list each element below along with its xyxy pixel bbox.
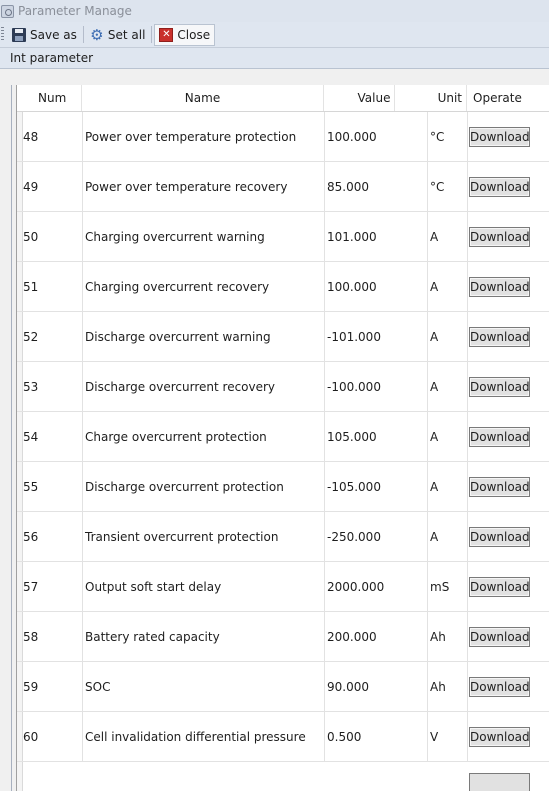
cell-name: Charging overcurrent warning: [82, 212, 324, 261]
cell-name: Discharge overcurrent warning: [82, 312, 324, 361]
cell-num: 53: [23, 379, 39, 394]
download-button[interactable]: Download: [469, 377, 530, 397]
cell-value[interactable]: -250.000: [324, 512, 427, 561]
app-icon: [1, 5, 14, 18]
table-row[interactable]: [17, 462, 549, 512]
table-row[interactable]: [17, 512, 549, 562]
cell-operate: [467, 262, 549, 311]
close-button[interactable]: [154, 24, 215, 46]
cell-num: 51: [23, 279, 39, 294]
cell-num: 60: [23, 729, 39, 744]
cell-name: Battery rated capacity: [82, 612, 324, 661]
section-title: Int parameter: [10, 51, 94, 65]
table-row[interactable]: [17, 562, 549, 612]
download-button-partial[interactable]: [469, 773, 530, 791]
cell-value[interactable]: -105.000: [324, 462, 427, 511]
download-button[interactable]: Download: [469, 427, 530, 447]
cell-operate: [467, 662, 549, 711]
cell-operate: [467, 462, 549, 511]
cell-value[interactable]: 90.000: [324, 662, 427, 711]
cell-name: Power over temperature protection: [82, 112, 324, 161]
download-button[interactable]: Download: [469, 277, 530, 297]
download-button[interactable]: Download: [469, 327, 530, 347]
column-header-unit[interactable]: Unit: [395, 85, 467, 111]
toolbar-separator: [83, 26, 84, 43]
download-button[interactable]: Download: [469, 177, 530, 197]
cell-name: SOC: [82, 662, 324, 711]
table-row[interactable]: [17, 612, 549, 662]
cell-operate: [467, 362, 549, 411]
cell-name: Transient overcurrent protection: [82, 512, 324, 561]
set-all-button[interactable]: [86, 24, 150, 46]
cell-value[interactable]: 0.500: [324, 712, 427, 761]
title-bar: [0, 0, 549, 22]
cell-name: Charge overcurrent protection: [82, 412, 324, 461]
cell-unit: Ah: [427, 612, 467, 661]
cell-unit: mS: [427, 562, 467, 611]
cell-operate: [467, 562, 549, 611]
cell-value[interactable]: 101.000: [324, 212, 427, 261]
cell-num: 50: [23, 229, 39, 244]
save-icon: [12, 28, 26, 42]
cell-operate: [467, 612, 549, 661]
download-button[interactable]: Download: [469, 627, 530, 647]
cell-unit: °C: [427, 162, 467, 211]
download-button[interactable]: Download: [469, 477, 530, 497]
cell-operate: [467, 512, 549, 561]
toolbar-separator: [151, 26, 152, 43]
cell-num: 52: [23, 329, 39, 344]
cell-name: Cell invalidation differential pressure: [82, 712, 324, 761]
cell-value[interactable]: 200.000: [324, 612, 427, 661]
save-as-button[interactable]: [8, 24, 81, 46]
cell-unit: A: [427, 212, 467, 261]
cell-operate: [467, 412, 549, 461]
parameter-grid: [16, 85, 549, 791]
window-title: Parameter Manage: [18, 4, 132, 18]
save-as-label: Save as: [30, 27, 77, 42]
toolbar-grip[interactable]: [1, 27, 4, 42]
cell-name: Discharge overcurrent protection: [82, 462, 324, 511]
cell-value[interactable]: 100.000: [324, 262, 427, 311]
cell-unit: A: [427, 512, 467, 561]
download-button[interactable]: Download: [469, 677, 530, 697]
column-header-value[interactable]: Value: [324, 85, 395, 111]
cell-value[interactable]: 2000.000: [324, 562, 427, 611]
cell-unit: A: [427, 462, 467, 511]
cell-unit: V: [427, 712, 467, 761]
cell-name: Output soft start delay: [82, 562, 324, 611]
cell-name: Charging overcurrent recovery: [82, 262, 324, 311]
cell-unit: A: [427, 412, 467, 461]
table-row[interactable]: [17, 362, 549, 412]
cell-value[interactable]: -101.000: [324, 312, 427, 361]
table-row[interactable]: [17, 162, 549, 212]
cell-num: 49: [23, 179, 39, 194]
cell-unit: A: [427, 262, 467, 311]
download-button[interactable]: Download: [469, 727, 530, 747]
table-row[interactable]: [17, 212, 549, 262]
cell-operate: [467, 312, 549, 361]
download-button[interactable]: Download: [469, 127, 530, 147]
column-header-name[interactable]: Name: [82, 85, 324, 111]
cell-value[interactable]: -100.000: [324, 362, 427, 411]
close-icon: ✕: [159, 28, 173, 42]
table-row[interactable]: [17, 412, 549, 462]
grid-header: [17, 85, 549, 112]
toolbar: [0, 22, 549, 48]
panel-divider: [11, 85, 12, 791]
cell-name: Power over temperature recovery: [82, 162, 324, 211]
cell-num: 55: [23, 479, 39, 494]
cell-num: 58: [23, 629, 39, 644]
table-row[interactable]: [17, 312, 549, 362]
cell-unit: °C: [427, 112, 467, 161]
table-row[interactable]: [17, 712, 549, 762]
table-row[interactable]: [17, 262, 549, 312]
cell-num: 48: [23, 129, 39, 144]
cell-unit: Ah: [427, 662, 467, 711]
cell-operate: [467, 712, 549, 761]
cell-operate: [467, 212, 549, 261]
set-all-label: Set all: [107, 27, 146, 42]
table-row[interactable]: [17, 112, 549, 162]
cell-operate: [467, 162, 549, 211]
cell-num: 59: [23, 679, 39, 694]
column-header-num[interactable]: Num: [23, 85, 82, 111]
download-button[interactable]: Download: [469, 577, 530, 597]
cell-unit: A: [427, 362, 467, 411]
cell-num: 56: [23, 529, 39, 544]
cell-value[interactable]: 100.000: [324, 112, 427, 161]
gear-icon: ⚙: [90, 25, 104, 44]
cell-value[interactable]: 105.000: [324, 412, 427, 461]
cell-num: 57: [23, 579, 39, 594]
cell-value[interactable]: 85.000: [324, 162, 427, 211]
cell-unit: A: [427, 312, 467, 361]
close-label: Close: [177, 27, 211, 42]
section-header: [0, 48, 549, 69]
cell-operate: [467, 112, 549, 161]
download-button[interactable]: Download: [469, 227, 530, 247]
download-button[interactable]: Download: [469, 527, 530, 547]
column-header-operate[interactable]: Operate: [473, 91, 522, 105]
table-row[interactable]: [17, 662, 549, 712]
cell-num: 54: [23, 429, 39, 444]
cell-name: Discharge overcurrent recovery: [82, 362, 324, 411]
